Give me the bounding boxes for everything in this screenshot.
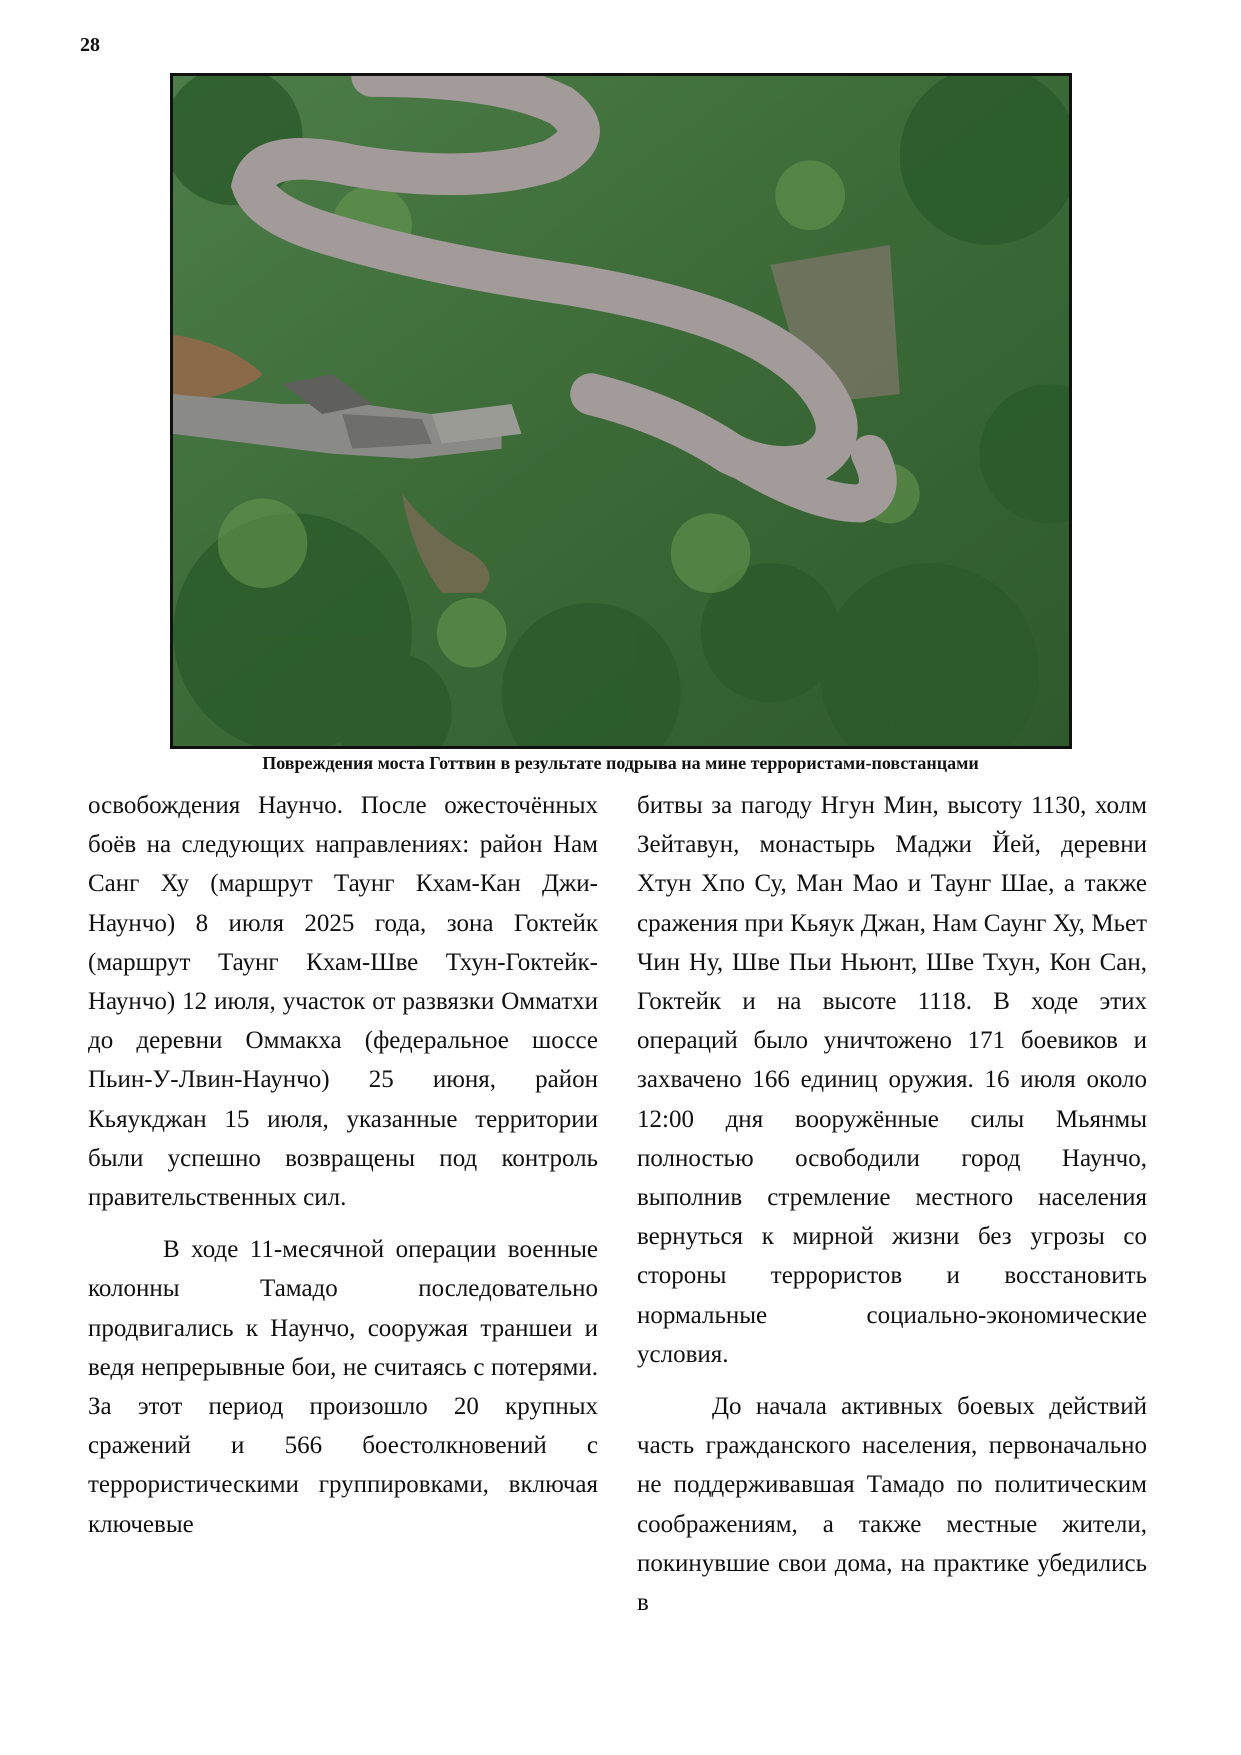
text-column-right bbox=[637, 786, 1147, 1622]
page-number: 28 bbox=[80, 34, 100, 56]
paragraph: В ходе 11-месячной операции военные колонны Тамадо последовательно продвигались к Наунчо, сооружая траншеи и ведя непрерывные бои, не считаясь с потерями. За этот период произошло 20 крупных сражений и 566 боестолкновений с террористическими группировками, включая ключевые bbox=[88, 1236, 598, 1538]
figure-caption: Повреждения моста Готтвин в результате подрыва на мине террористами-повстанцами bbox=[262, 753, 979, 773]
photo-frame bbox=[170, 73, 1072, 749]
paragraph: освобождения Наунчо. После ожесточённых боёв на следующих направлениях: район Нам Санг Ху (маршрут Таунг Кхам-Кан Джи-Наунчо) 8 июля 2025 года, зона Гоктейк (маршрут Таунг Кхам-Шве Тхун-Гоктейк-Наунчо) 12 июля, участок от развязки Омматхи до деревни Оммакха (федеральное шоссе Пьин-У-Лвин-Наунчо) 25 июня, район Кьяукджан 15 июля, указанные территории были успешно возвращены под контроль правительственных сил. bbox=[88, 792, 598, 1212]
text-column-left bbox=[88, 786, 598, 1544]
paragraph: До начала активных боевых действий часть гражданского населения, первоначально не поддерживавшая Тамадо по политическим соображениям, а также местные жители, покинувшие свои дома, на практике убедились в bbox=[637, 1393, 1147, 1617]
aerial-photo bbox=[173, 76, 1069, 746]
paragraph: битвы за пагоду Нгун Мин, высоту 1130, холм Зейтавун, монастырь Маджи Йей, деревни Хтун Хпо Су, Ман Мао и Таунг Шае, а также сражения при Кьяук Джан, Нам Саунг Ху, Мьет Чин Ну, Шве Пьи Ньюнт, Шве Тхун, Кон Сан, Гоктейк и на высоте 1118. В ходе этих операций было уничтожено 171 боевиков и захвачено 166 единиц оружия. 16 июля около 12:00 дня вооружённые силы Мьянмы полностью освободили город Наунчо, выполнив стремление местного населения вернуться к мирной жизни без угрозы со стороны террористов и восстановить нормальные социально-экономические условия. bbox=[637, 792, 1147, 1368]
